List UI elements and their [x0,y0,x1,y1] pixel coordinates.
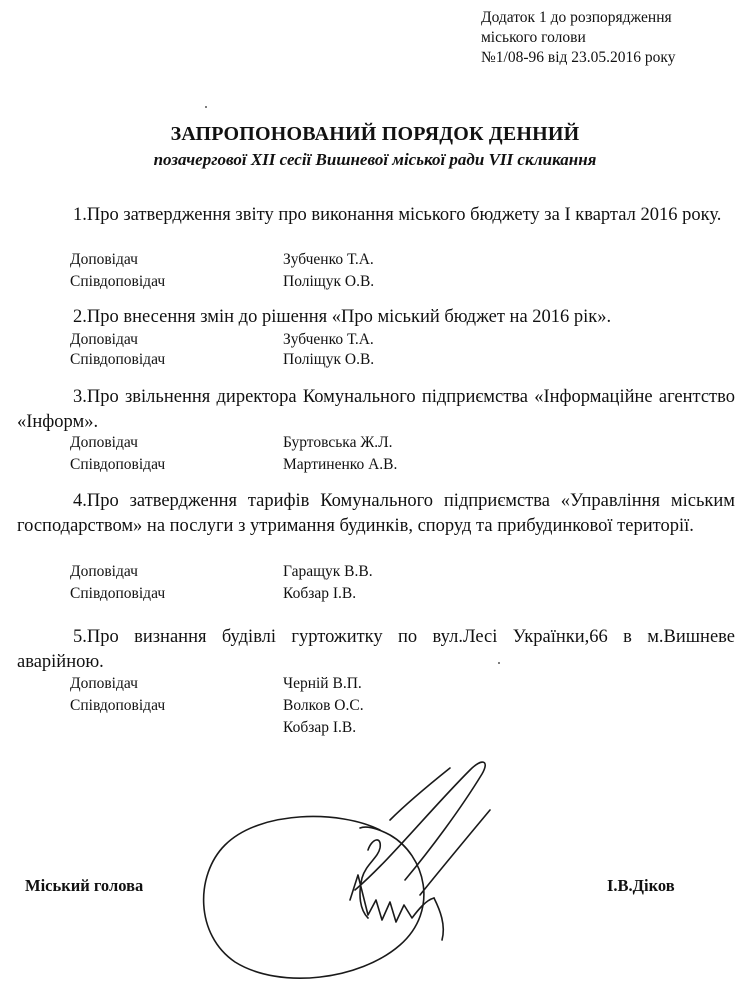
agenda-item-4-cospeaker-name: Кобзар І.В. [283,585,357,602]
page-title: ЗАПРОПОНОВАНИЙ ПОРЯДОК ДЕННИЙ [170,123,580,145]
agenda-item-4-cospeaker-role: Співдоповідач [70,585,166,602]
agenda-item-5-cospeaker-2-name: Кобзар І.В. [283,719,357,736]
page-subtitle: позачергової XII сесії Вишневої міської ради VII скликання [153,150,597,169]
agenda-item-5-title: 5.Про визнання будівлі гуртожитку по вул.Лесі Українки,66 в м.Вишневе аварійною. [17,627,735,672]
agenda-item-1-cospeaker-name: Поліщук О.В. [283,273,375,290]
agenda-item-3-title: 3.Про звільнення директора Комунального підприємства «Інформаційне агентство «Інформ». [17,387,735,432]
agenda-item-3-speaker-role: Доповідач [70,434,138,451]
appendix-line-3: №1/08-96 від 23.05.2016 року [481,49,676,66]
signature-letters [350,875,434,922]
signature-loop [204,816,424,978]
agenda-item-3-cospeaker-role: Співдоповідач [70,456,166,473]
signature-stroke-lower [420,810,490,895]
agenda-item-5-cospeaker-name: Волков О.С. [283,697,364,714]
agenda-item-2-cospeaker-role: Співдоповідач [70,351,166,368]
agenda-item-4-speaker-name: Гаращук В.В. [283,563,373,580]
signature-stroke-mid [390,768,450,820]
agenda-item-2-speaker-name: Зубченко Т.А. [283,331,374,348]
agenda-item-1-cospeaker-role: Співдоповідач [70,273,166,290]
appendix-line-2: міського голови [481,29,586,46]
agenda-item-1-speaker-role: Доповідач [70,251,138,268]
signature-tail [434,898,443,940]
appendix-line-1: Додаток 1 до розпорядження [481,9,672,26]
agenda-item-2-cospeaker-name: Поліщук О.В. [283,351,375,368]
agenda-item-3-speaker-name: Буртовська Ж.Л. [283,434,393,451]
signatory-name: І.В.Діков [607,876,675,895]
signatory-position: Міський голова [25,876,144,895]
agenda-item-4-speaker-role: Доповідач [70,563,138,580]
agenda-item-2-title: 2.Про внесення змін до рішення «Про міський бюджет на 2016 рік». [73,307,612,327]
agenda-item-3-cospeaker-name: Мартиненко А.В. [283,456,398,473]
agenda-item-5-cospeaker-role: Співдоповідач [70,697,166,714]
scan-speck [498,662,500,664]
agenda-item-4-title: 4.Про затвердження тарифів Комунального підприємства «Управління міським господарством» на послуги з утримання будинків, споруд та прибудинкової території. [17,491,735,536]
agenda-item-1-title: 1.Про затвердження звіту про виконання міського бюджету за I квартал 2016 року. [73,205,722,225]
scan-speck [205,106,207,108]
agenda-item-5-speaker-role: Доповідач [70,675,138,692]
appendix-note [481,8,741,68]
agenda-item-1-speaker-name: Зубченко Т.А. [283,251,374,268]
signature-drawing [190,750,520,985]
agenda-item-5-speaker-name: Черній В.П. [283,675,362,692]
agenda-item-2-speaker-role: Доповідач [70,331,138,348]
